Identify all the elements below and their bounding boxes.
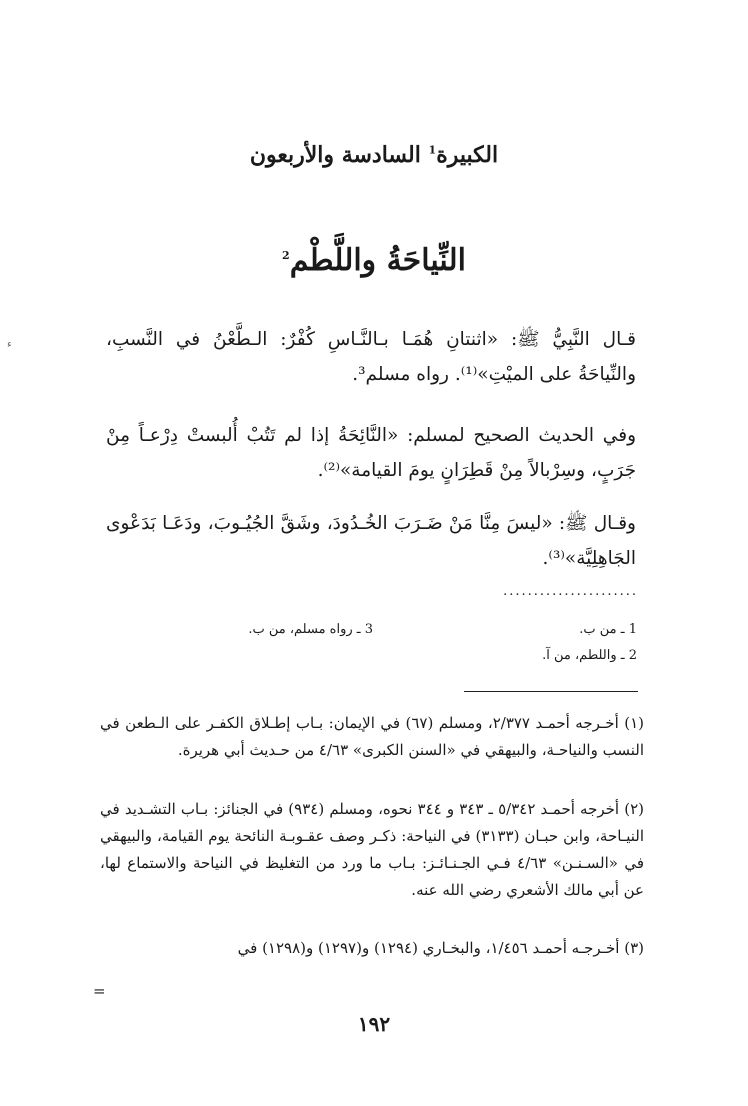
footnote-1: (١) أخـرجه أحمـد ٢/٣٧٧، ومسلم (٦٧) في الإيمان: بـاب إطـلاق الكفـر على الـطعن في النسب والنياحـة، والبيهقي في «السنن الكبرى» ٤/٦٣ من حـديث أبي هريرة. (100, 714, 644, 759)
continuation-mark: = (93, 982, 106, 1000)
paragraph-hadith-3: وقـال ﷺ: «ليسَ مِنَّا مَنْ ضَـرَبَ الخُـدُودَ، وشَقَّ الجُيُـوبَ، ودَعَـا بَدَعْوى الجَاهِلِيَّة»⁽³⁾. (106, 513, 636, 569)
footnote-2: (٢) أخرجه أحمـد ٥/٣٤٢ ـ ٣٤٣ و ٣٤٤ نحوه، ومسلم (٩٣٤) في الجنائز: بـاب التشـديد في النيـاحة، وابن حبـان (٣١٣٣) في النياحة: ذكـر وصف عقـوبـة النائحة يوم القيامة، والبيهقي في «السـنـن» ٤/٦٣ فـي الجـنـائـز: بـاب ما ورد من التغليظ في النياحة والاستماع لها، عن أبي مالك الأشعري رضي الله عنه. (100, 800, 645, 899)
footnote-divider (464, 691, 638, 692)
separator-dots: ...................... (503, 584, 638, 599)
chapter-title (0, 142, 748, 168)
footnote-3: (٣) أخـرجـه أحمـد ١/٤٥٦، والبخـاري (١٢٩٤) و(١٢٩٧) و(١٢٩٨) في (237, 939, 644, 957)
paragraph-hadith-1: قـال النَّبِيُّ ﷺ: «اثنتانِ هُمَـا بـالنَّـاسِ كُفْرٌ: الـطَّعْنُ في النَّسبِ، والنِّياحَةُ على الميْتِ»⁽¹⁾. رواه مسلم³. (106, 329, 636, 385)
manuscript-note-3: 3 ـ رواه مسلم، من ب. (248, 622, 373, 637)
chapter-title-rest: السادسة والأربعون (249, 142, 429, 168)
section-title-text: النِّياحَةُ واللَّطْم (289, 243, 466, 278)
paragraph-hadith-2: وفي الحديث الصحيح لمسلم: «النَّائِحَةُ إذا لم تَتُبْ أُلبستْ دِرْعـاً مِنْ جَرَبٍ، وسِرْبالاً مِنْ قَطِرَانٍ يومَ القيامة»⁽²⁾. (106, 425, 636, 481)
chapter-title-footnote-ref: 1 (428, 143, 437, 157)
chapter-title-text: الكبيرة (436, 142, 499, 168)
manuscript-note-2: 2 ـ واللطم، من آ. (542, 648, 637, 663)
section-title (0, 243, 748, 278)
margin-mark: ء (7, 339, 12, 350)
manuscript-note-1: 1 ـ من ب. (579, 622, 637, 637)
page-number: ١٩٢ (357, 1012, 391, 1036)
section-title-footnote-ref: 2 (282, 249, 290, 262)
